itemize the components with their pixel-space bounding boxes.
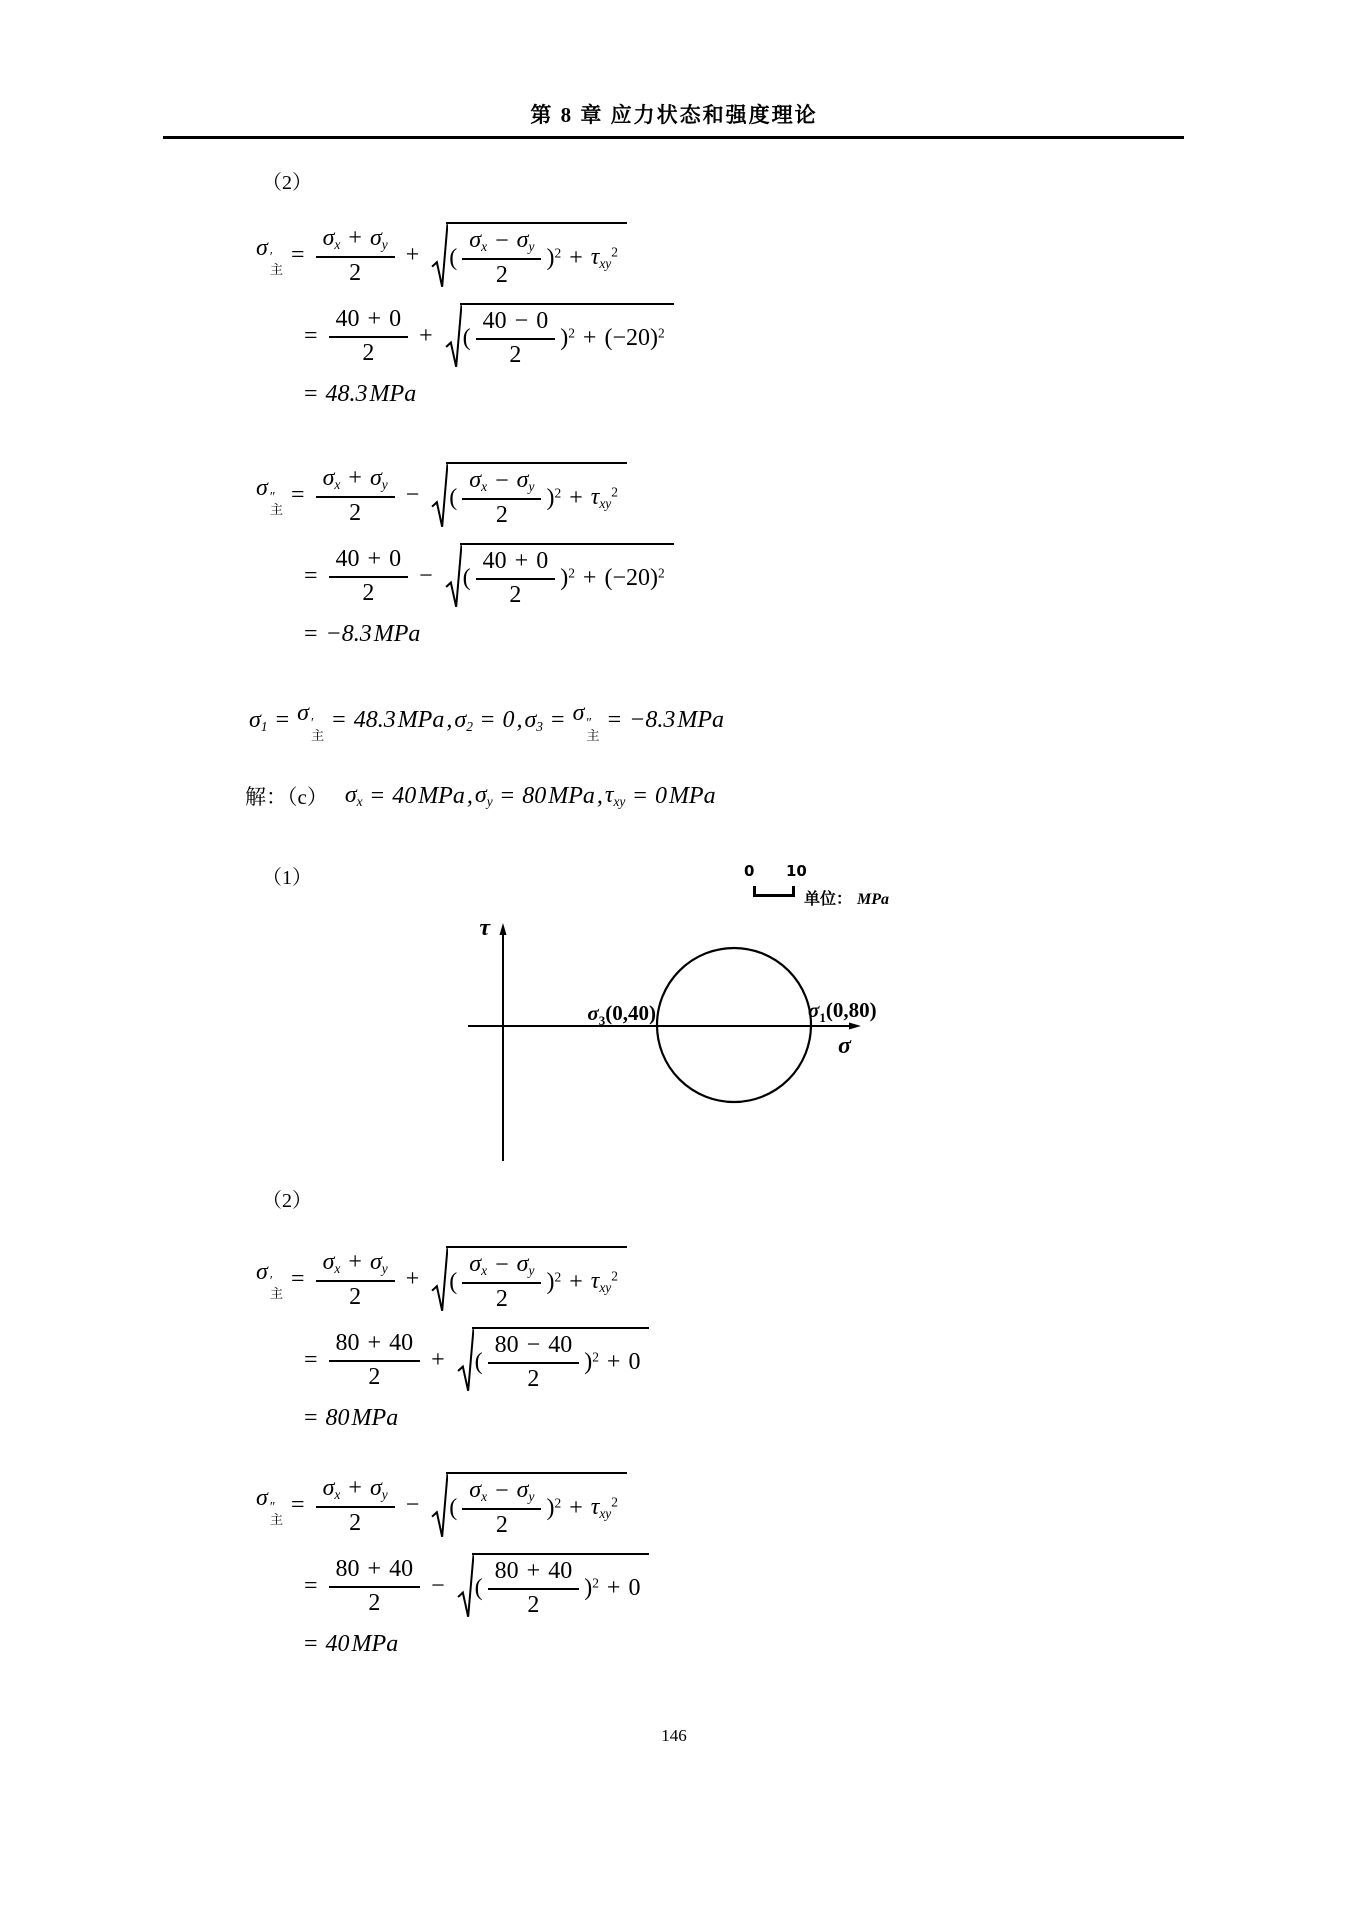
- section-label-1: （1）: [262, 867, 312, 889]
- header-rule: [163, 136, 1184, 139]
- equation-block-c-sigma-prime: [255, 1246, 649, 1432]
- section-label-2-first: （2）: [262, 172, 312, 194]
- mohr-circle-diagram: [428, 903, 898, 1173]
- equation-line: σ ′ 主 = $\sigma_x$ + $\sigma_y$ 2 + ( $\sigma_x$ − $\sigma_y$ 2 )$^2$ + $\tau_{xy}^2$: [255, 222, 674, 289]
- equation-line: = −8.3 MPa: [304, 621, 421, 648]
- equation-line: = 80 MPa: [304, 1405, 399, 1432]
- sigma-axis-label: σ: [838, 1033, 851, 1059]
- solution-prefix: 解：（c）: [245, 785, 328, 809]
- sigma-axis-arrow-icon: [849, 1023, 861, 1030]
- page-header-title: 第 8 章 应力状态和强度理论: [530, 103, 818, 127]
- equation-line: = 40 + 0 2 + ( 40 − 0 2 )$^2$ + $(-20)^2$: [297, 303, 674, 369]
- point-label-sigma3: $\sigma_3(0,40)$: [587, 1001, 656, 1028]
- equation-line: = 40 + 0 2 − ( 40 + 0 2 )$^2$ + $(-20)^2$: [297, 543, 674, 609]
- equation-line: = 48.3 MPa: [304, 381, 417, 408]
- given-values: $\sigma_x$ = 40 MPa , $\sigma_y$ = 80 MPa , $\tau_{xy}$ = 0 MPa: [344, 781, 716, 810]
- page-number: 146: [661, 1726, 687, 1745]
- unit-value: MPa: [857, 891, 890, 908]
- equation-line: σ ″ 主 = $\sigma_x$ + $\sigma_y$ 2 − ( $\sigma_x$ − $\sigma_y$ 2 )$^2$ + $\tau_{xy}^2$: [255, 462, 674, 529]
- principal-stress-summary: $\sigma_1$ = σ ′ 主 = 48.3 MPa , $\sigma_2$ = 0 , $\sigma_3$ = σ ″ 主 = −8.3 MPa: [249, 700, 724, 743]
- tau-axis-arrow-icon: [500, 923, 507, 935]
- equation-line: = 80 + 40 2 + ( 80 − 40 2 )$^2$ + 0: [297, 1327, 649, 1393]
- unit-label-text: 单位：: [804, 891, 853, 908]
- solution-line-c: [245, 781, 717, 811]
- scale-tick-10: 10: [786, 862, 807, 880]
- equation-line: σ ′ 主 = $\sigma_x$ + $\sigma_y$ 2 + ( $\sigma_x$ − $\sigma_y$ 2 )$^2$ + $\tau_{xy}^2$: [255, 1246, 649, 1313]
- scale-bracket: [753, 886, 795, 897]
- equation-line: = 40 MPa: [304, 1631, 399, 1658]
- equation-block-b-sigma-prime: [255, 222, 674, 408]
- equation-line: = 80 + 40 2 − ( 80 + 40 2 )$^2$ + 0: [297, 1553, 649, 1619]
- equation-block-c-sigma-double-prime: [255, 1472, 649, 1658]
- point-label-sigma1: $\sigma_1(0,80)$: [808, 998, 877, 1025]
- scale-tick-0: 0: [744, 862, 755, 880]
- equation-block-b-sigma-double-prime: [255, 462, 674, 648]
- tau-axis-label: τ: [479, 915, 490, 941]
- section-label-2-second: （2）: [262, 1190, 312, 1212]
- equation-line: σ ″ 主 = $\sigma_x$ + $\sigma_y$ 2 − ( $\sigma_x$ − $\sigma_y$ 2 )$^2$ + $\tau_{xy}^2$: [255, 1472, 649, 1539]
